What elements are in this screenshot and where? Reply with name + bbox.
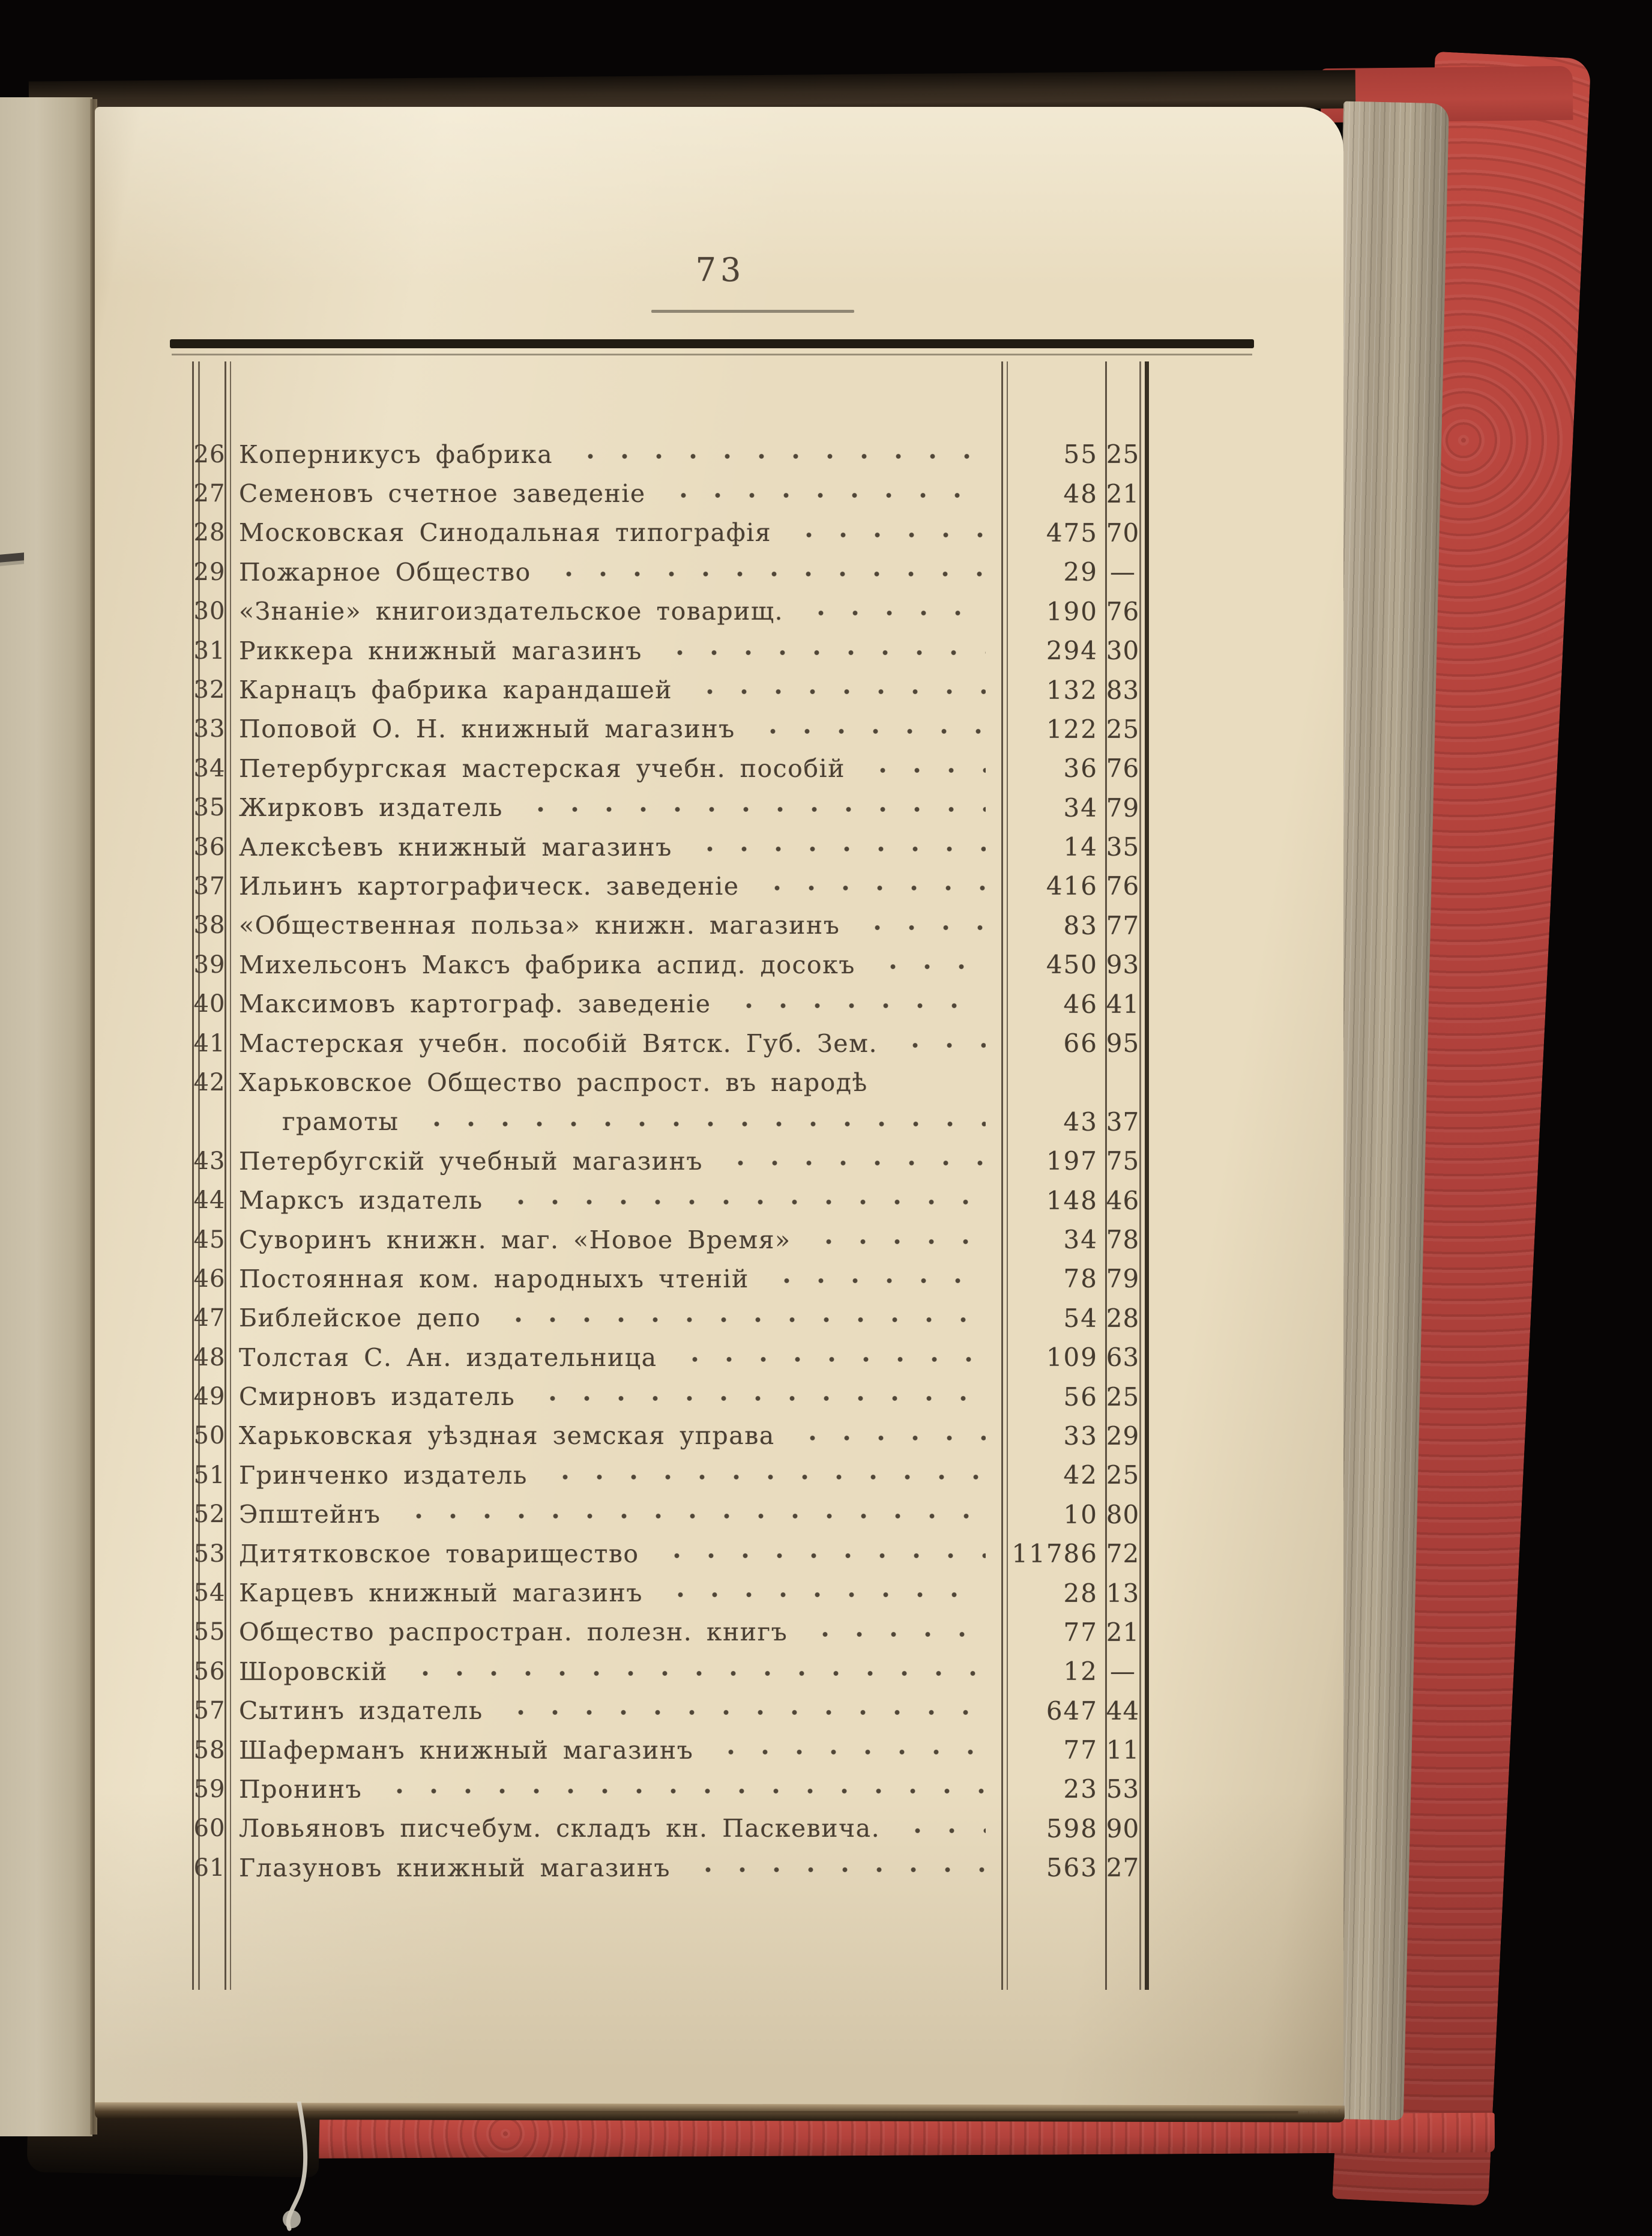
- rubles-value: 450: [1046, 950, 1098, 980]
- entry-name: Карнацъ фабрика карандашей: [239, 675, 673, 705]
- entry-name-wrap: [227, 558, 1001, 587]
- row-number: 27: [193, 480, 226, 508]
- entry-name: Общество распростран. полезн. книгъ: [239, 1618, 788, 1647]
- table-top-rule: [170, 339, 1254, 348]
- table-row: [192, 552, 1149, 591]
- dot-leader: [753, 715, 986, 743]
- table-row: [192, 984, 1149, 1023]
- table-top-rule-secondary: [172, 354, 1252, 355]
- rubles-value: 109: [1046, 1343, 1098, 1373]
- entry-name: Жирковъ издатель: [239, 793, 503, 823]
- entry-name: Сытинъ издатель: [239, 1696, 483, 1726]
- entry-name-wrap: [227, 1107, 1001, 1136]
- row-number: 47: [193, 1304, 226, 1332]
- kopecks-value: 76: [1106, 754, 1140, 784]
- kopecks-value: 21: [1106, 479, 1140, 509]
- rubles-value: 55: [1063, 440, 1098, 470]
- rubles-value: 34: [1063, 1225, 1098, 1254]
- rubles-value: 83: [1063, 910, 1098, 940]
- entry-name: Постоянная ком. народныхъ чтеній: [239, 1264, 749, 1293]
- entry-name-wrap: [227, 1029, 1001, 1058]
- table-row: [192, 1299, 1149, 1338]
- entry-name: Марксъ издатель: [239, 1186, 483, 1215]
- kopecks-value: 37: [1106, 1107, 1140, 1137]
- kopecks-value: 76: [1106, 871, 1140, 901]
- table-row: [192, 1141, 1149, 1180]
- rubles-value: 34: [1063, 793, 1098, 823]
- page-number: 73: [695, 251, 746, 289]
- entry-name: Толстая С. Ан. издательница: [239, 1343, 657, 1372]
- table-row: [192, 592, 1149, 631]
- kopecks-value: 21: [1106, 1617, 1140, 1647]
- table-row: [192, 1377, 1149, 1416]
- dot-leader: [690, 833, 986, 862]
- dot-leader: [896, 1029, 986, 1058]
- row-number: 31: [193, 636, 226, 665]
- rubles-value: 475: [1046, 518, 1098, 548]
- table-row: [192, 631, 1149, 670]
- table-row: [192, 1534, 1149, 1573]
- table-row: [192, 827, 1149, 866]
- entry-name-wrap: [227, 1696, 1001, 1725]
- row-number: 29: [193, 558, 226, 586]
- entry-name: Семеновъ счетное заведеніе: [239, 479, 646, 509]
- dot-leader: [499, 1304, 986, 1332]
- dot-leader: [675, 1343, 986, 1372]
- table-row: [192, 710, 1149, 749]
- rubles-value: 42: [1063, 1460, 1098, 1490]
- entry-name: Харьковское Общество распрост. въ народѣ: [239, 1068, 868, 1097]
- rubles-value: 33: [1063, 1421, 1098, 1451]
- entry-name: Библейское депо: [239, 1304, 481, 1333]
- table-row: [192, 1691, 1149, 1730]
- dot-leader: [729, 990, 986, 1018]
- rubles-value: 416: [1046, 871, 1098, 901]
- entry-name-wrap: [227, 1186, 1001, 1215]
- rubles-value: 28: [1063, 1578, 1098, 1608]
- kopecks-value: 13: [1106, 1578, 1140, 1608]
- row-number: 32: [193, 676, 226, 704]
- row-number: 26: [193, 440, 226, 468]
- dot-leader: [664, 479, 986, 508]
- table-row: [192, 788, 1149, 827]
- table-row: [192, 749, 1149, 788]
- kopecks-value: 46: [1106, 1185, 1140, 1215]
- entry-name-wrap: [227, 1421, 1001, 1450]
- kopecks-value: 83: [1106, 675, 1140, 705]
- table-row: [192, 1102, 1149, 1141]
- entry-name: Московская Синодальная типографія: [239, 518, 772, 548]
- entry-name-wrap: [227, 833, 1001, 862]
- row-number: 55: [193, 1618, 226, 1646]
- entry-name-wrap: [227, 950, 1001, 979]
- table-row: [192, 1180, 1149, 1219]
- table-row: [192, 945, 1149, 984]
- table-row: [192, 1613, 1149, 1652]
- entry-name-wrap: [227, 1736, 1001, 1765]
- dot-leader: [417, 1107, 986, 1136]
- kopecks-value: 90: [1106, 1813, 1140, 1843]
- entry-name: Риккера книжный магазинъ: [239, 636, 642, 665]
- entry-name: Поповой О. Н. книжный магазинъ: [239, 715, 735, 744]
- row-number: 39: [193, 950, 226, 979]
- entry-name: «Общественная польза» книжн. магазинъ: [239, 911, 840, 940]
- kopecks-value: 53: [1106, 1774, 1140, 1804]
- rubles-value: 77: [1063, 1735, 1098, 1765]
- kopecks-value: 95: [1106, 1029, 1140, 1059]
- entry-name: Петербугскій учебный магазинъ: [239, 1146, 703, 1176]
- table-row: [192, 1730, 1149, 1769]
- row-number: 57: [193, 1697, 226, 1725]
- dot-leader: [521, 793, 986, 822]
- table-row: [192, 1416, 1149, 1455]
- dot-leader: [767, 1265, 986, 1293]
- table-row: [192, 435, 1149, 474]
- entry-name-wrap: [227, 518, 1001, 547]
- row-number: 53: [193, 1540, 226, 1568]
- dot-leader: [661, 1579, 986, 1607]
- kopecks-value: 78: [1106, 1225, 1140, 1254]
- table-row: [192, 1495, 1149, 1534]
- row-number: 46: [193, 1265, 226, 1293]
- entry-name-wrap: [227, 440, 1001, 469]
- table-row: [192, 1338, 1149, 1377]
- table-row: [192, 906, 1149, 945]
- entry-name: Ильинъ картографическ. заведеніе: [239, 871, 740, 901]
- kopecks-value: 72: [1106, 1539, 1140, 1569]
- kopecks-value: 79: [1106, 1264, 1140, 1294]
- dot-leader: [546, 1461, 986, 1490]
- row-number: 60: [193, 1814, 226, 1843]
- dot-leader: [406, 1657, 986, 1686]
- rubles-value: 66: [1063, 1029, 1098, 1059]
- kopecks-value: 35: [1106, 832, 1140, 862]
- dot-leader: [689, 1854, 986, 1882]
- entry-name-wrap: [227, 1579, 1001, 1607]
- dot-leader: [863, 754, 986, 783]
- rubles-value: 14: [1063, 832, 1098, 862]
- kopecks-value: 25: [1106, 440, 1140, 470]
- entry-name-wrap: [227, 1461, 1001, 1490]
- row-number: 58: [193, 1736, 226, 1764]
- entry-name: Харьковская уѣздная земская управа: [239, 1421, 775, 1451]
- dot-leader: [793, 1421, 986, 1450]
- rubles-value: 563: [1046, 1853, 1098, 1883]
- dot-leader: [657, 1540, 986, 1568]
- entry-name: грамоты: [282, 1107, 399, 1137]
- dot-leader: [660, 636, 986, 665]
- table-row: [192, 1652, 1149, 1691]
- entry-name-wrap: [227, 1500, 1001, 1529]
- entry-name-wrap: [227, 597, 1001, 626]
- table-row: [192, 1063, 1149, 1102]
- rubles-value: 122: [1046, 714, 1098, 744]
- kopecks-value: 29: [1106, 1421, 1140, 1451]
- kopecks-value: 70: [1106, 518, 1140, 548]
- table-row: [192, 1809, 1149, 1848]
- entry-name: Суворинъ книжн. маг. «Новое Время»: [239, 1225, 791, 1254]
- entry-name-wrap: [227, 1343, 1001, 1372]
- entry-name: Эпштейнъ: [239, 1500, 381, 1529]
- dot-leader: [380, 1775, 986, 1804]
- entry-name-wrap: [227, 1814, 1001, 1843]
- row-number: 34: [193, 754, 226, 782]
- entry-name-wrap: [227, 1775, 1001, 1804]
- entry-name: Ловьяновъ писчебум. складъ кн. Паскевича.: [239, 1814, 881, 1843]
- row-number: 54: [193, 1579, 226, 1607]
- rubles-value: 11786: [1011, 1539, 1098, 1569]
- entry-name: Алексѣевъ книжный магазинъ: [239, 832, 672, 862]
- dot-leader: [721, 1147, 986, 1176]
- row-number: 41: [193, 1029, 226, 1057]
- entry-name-wrap: [227, 636, 1001, 665]
- entry-name: Пожарное Общество: [239, 557, 531, 587]
- rubles-value: 10: [1063, 1499, 1098, 1529]
- rubles-value: 56: [1063, 1382, 1098, 1412]
- entry-name-wrap: [227, 675, 1001, 704]
- entry-name-wrap: [227, 1382, 1001, 1411]
- dot-leader: [549, 558, 986, 587]
- row-number: 48: [193, 1343, 226, 1371]
- rubles-value: 132: [1046, 675, 1098, 705]
- rubles-value: 190: [1046, 596, 1098, 626]
- kopecks-value: 76: [1106, 596, 1140, 626]
- row-number: 42: [193, 1068, 226, 1096]
- entry-name: Шаферманъ книжный магазинъ: [239, 1735, 694, 1765]
- entry-name: Глазуновъ книжный магазинъ: [239, 1853, 671, 1882]
- row-number: 35: [193, 794, 226, 822]
- rubles-value: 23: [1063, 1774, 1098, 1804]
- table-row: [192, 474, 1149, 513]
- dot-leader: [789, 518, 986, 547]
- kopecks-value: 27: [1106, 1853, 1140, 1883]
- rubles-value: 77: [1063, 1617, 1098, 1647]
- rubles-value: 197: [1046, 1146, 1098, 1176]
- entry-name: Михельсонъ Максъ фабрика аспид. досокъ: [239, 950, 855, 979]
- kopecks-value: —: [1110, 1657, 1136, 1687]
- kopecks-value: 63: [1106, 1343, 1140, 1373]
- rubles-value: 46: [1063, 989, 1098, 1019]
- entry-name-wrap: [227, 1304, 1001, 1332]
- dot-leader: [858, 911, 986, 940]
- dot-leader: [809, 1225, 986, 1254]
- entry-name-wrap: [227, 715, 1001, 743]
- rubles-value: 78: [1063, 1264, 1098, 1294]
- entry-name: Петербургская мастерская учебн. пособій: [239, 754, 845, 783]
- table-row: [192, 1259, 1149, 1298]
- entry-name-wrap: [227, 872, 1001, 901]
- entry-name: Дитятковское товарищество: [239, 1539, 639, 1568]
- entry-name: Коперникусъ фабрика: [239, 440, 553, 469]
- row-number: 59: [193, 1775, 226, 1803]
- rubles-value: 29: [1063, 557, 1098, 587]
- table-row: [192, 513, 1149, 552]
- dot-leader: [571, 440, 986, 469]
- rubles-value: 54: [1063, 1303, 1098, 1333]
- kopecks-value: 93: [1106, 950, 1140, 980]
- entry-name: «Знаніе» книгоиздательское товарищ.: [239, 597, 784, 626]
- kopecks-value: 28: [1106, 1303, 1140, 1333]
- row-number: 56: [193, 1657, 226, 1685]
- entry-name: Карцевъ книжный магазинъ: [239, 1579, 643, 1608]
- kopecks-value: 75: [1106, 1146, 1140, 1176]
- entry-name-wrap: [227, 1265, 1001, 1293]
- kopecks-value: —: [1110, 557, 1136, 587]
- kopecks-value: 25: [1106, 714, 1140, 744]
- entry-name: Пронинъ: [239, 1774, 363, 1804]
- kopecks-value: 41: [1106, 989, 1140, 1019]
- rubles-value: 148: [1046, 1185, 1098, 1215]
- kopecks-value: 77: [1106, 910, 1140, 940]
- entry-name: Смирновъ издатель: [239, 1382, 516, 1412]
- dot-leader: [711, 1736, 986, 1765]
- row-number: 45: [193, 1225, 226, 1254]
- dot-leader: [898, 1814, 986, 1843]
- dot-leader: [801, 597, 986, 626]
- entry-name: Гринченко издатель: [239, 1460, 528, 1490]
- entry-name-wrap: [227, 1540, 1001, 1568]
- table-row: [192, 1455, 1149, 1494]
- kopecks-value: 79: [1106, 793, 1140, 823]
- entry-name: Максимовъ картограф. заведеніе: [239, 990, 711, 1019]
- entry-name-wrap: [227, 793, 1001, 822]
- table-row: [192, 1769, 1149, 1808]
- table-rows: [192, 435, 1149, 1887]
- entry-name-wrap: [227, 990, 1001, 1018]
- rubles-value: 12: [1063, 1657, 1098, 1687]
- entry-name-wrap: [227, 1225, 1001, 1254]
- rubles-value: 647: [1046, 1696, 1098, 1726]
- dot-leader: [533, 1382, 986, 1411]
- entry-name-wrap: [227, 1854, 1001, 1882]
- row-number: 36: [193, 833, 226, 861]
- entry-name-wrap: [227, 1147, 1001, 1176]
- kopecks-value: 25: [1106, 1460, 1140, 1490]
- page-number-underline: [651, 310, 854, 313]
- dot-leader: [399, 1500, 986, 1529]
- rubles-value: 36: [1063, 754, 1098, 784]
- dot-leader: [806, 1618, 986, 1646]
- row-number: 33: [193, 715, 226, 743]
- row-number: 51: [193, 1461, 226, 1489]
- entry-name-wrap: [227, 479, 1001, 508]
- row-number: 52: [193, 1500, 226, 1529]
- rubles-value: 294: [1046, 636, 1098, 666]
- row-number: 37: [193, 872, 226, 900]
- kopecks-value: 11: [1106, 1735, 1140, 1765]
- row-number: 40: [193, 990, 226, 1018]
- table-row: [192, 1220, 1149, 1259]
- table-row: [192, 670, 1149, 709]
- row-number: 30: [193, 597, 226, 626]
- rubles-value: 48: [1063, 479, 1098, 509]
- table-row: [192, 866, 1149, 905]
- kopecks-value: 44: [1106, 1696, 1140, 1726]
- row-number: 61: [193, 1854, 226, 1882]
- entry-name-wrap: [227, 1068, 1001, 1097]
- entry-name-wrap: [227, 1618, 1001, 1646]
- row-number: 44: [193, 1186, 226, 1215]
- dot-leader: [758, 872, 986, 901]
- dot-leader: [873, 950, 986, 979]
- entry-name: Мастерская учебн. пособій Вятск. Губ. Зем.: [239, 1029, 878, 1058]
- row-number: 50: [193, 1422, 226, 1450]
- row-number: 28: [193, 519, 226, 547]
- bookmark-thread: [271, 2102, 355, 2236]
- rubles-value: 598: [1046, 1813, 1098, 1843]
- kopecks-value: 25: [1106, 1382, 1140, 1412]
- entry-name: Шоровскій: [239, 1657, 388, 1686]
- entry-name-wrap: [227, 1657, 1001, 1686]
- row-number: 38: [193, 911, 226, 940]
- dot-leader: [690, 675, 986, 704]
- table-row: [192, 1024, 1149, 1063]
- entry-name-wrap: [227, 911, 1001, 940]
- facing-page-edge: [0, 97, 92, 2136]
- table-row: [192, 1848, 1149, 1887]
- entry-name-wrap: [227, 754, 1001, 783]
- row-number: 49: [193, 1383, 226, 1411]
- row-number: 43: [193, 1147, 226, 1175]
- kopecks-value: 80: [1106, 1499, 1140, 1529]
- dot-leader: [501, 1186, 986, 1215]
- table-row: [192, 1573, 1149, 1612]
- rubles-value: 43: [1063, 1107, 1098, 1137]
- dot-leader: [501, 1696, 986, 1725]
- kopecks-value: 30: [1106, 636, 1140, 666]
